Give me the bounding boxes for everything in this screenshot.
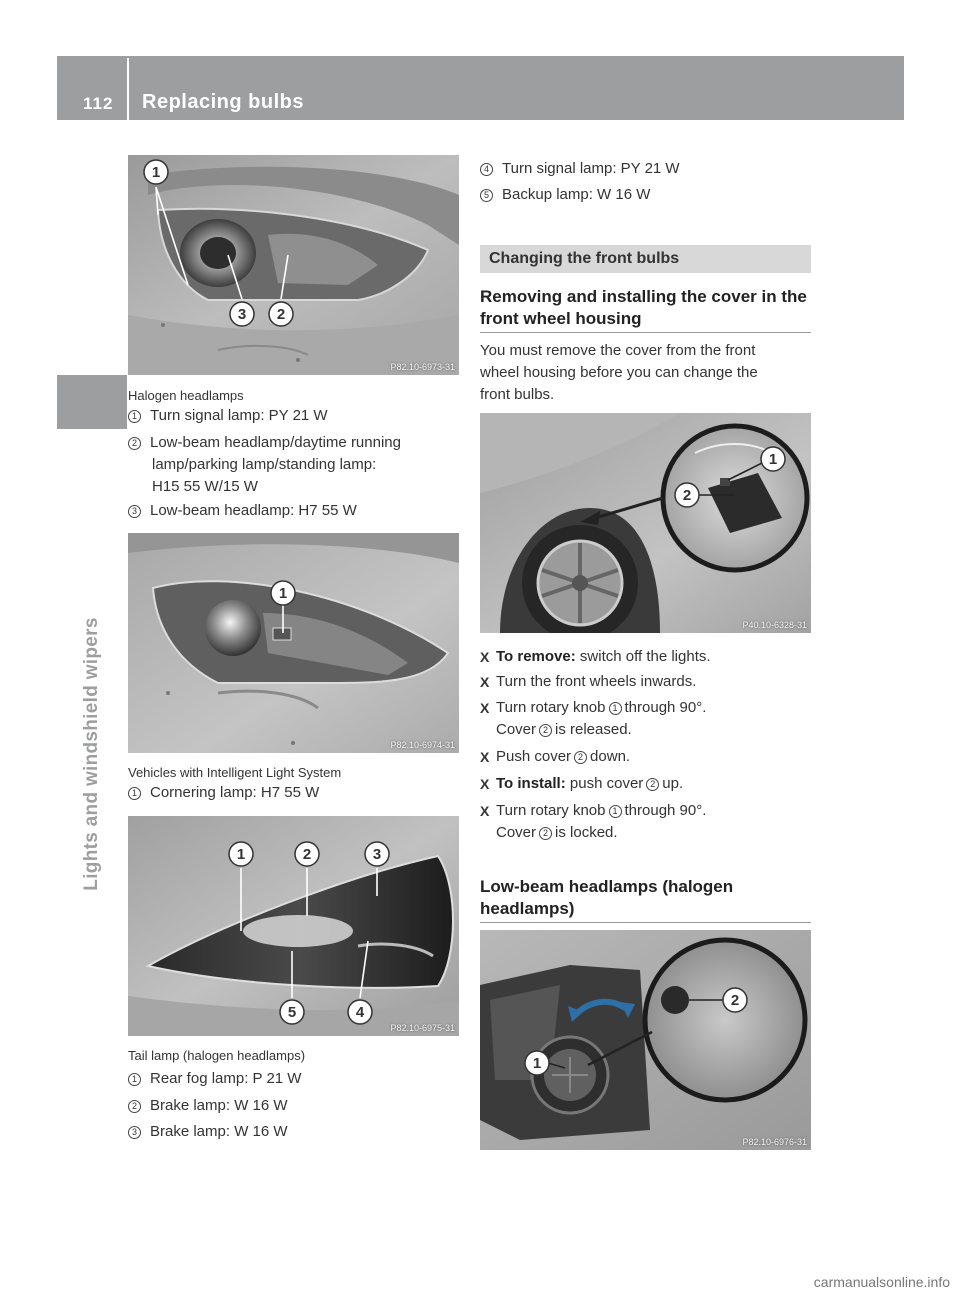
halogen-headlamp-photo <box>128 155 459 375</box>
figure-callout: 1 <box>236 846 246 863</box>
figure-callout: 1 <box>151 164 161 181</box>
callout-number: 2 <box>574 751 587 764</box>
legend-text: Low-beam headlamp: H7 55 W <box>150 502 357 519</box>
legend-item <box>128 432 401 498</box>
legend-text: Low-beam headlamp/daytime running <box>150 434 401 451</box>
callout-number: 3 <box>128 1126 141 1139</box>
callout-number: 2 <box>539 827 552 840</box>
step-text: push cover <box>565 775 644 792</box>
figure-code: P40.10-6328-31 <box>742 620 807 630</box>
legend-item <box>480 158 680 180</box>
tail-caption: Tail lamp (halogen headlamps) <box>128 1048 306 1063</box>
legend-text: Turn signal lamp: PY 21 W <box>150 407 328 424</box>
callout-number: 2 <box>128 1100 141 1113</box>
step-text: through 90°. <box>624 699 707 716</box>
step-text: through 90°. <box>624 802 707 819</box>
figure-callout: 4 <box>355 1004 365 1021</box>
figure-code: P82.10-6976-31 <box>742 1137 807 1147</box>
ils-caption: Vehicles with Intelligent Light System <box>128 765 342 780</box>
legend-item <box>128 500 357 522</box>
step-arrow-icon: X <box>480 749 490 765</box>
subsection-heading <box>480 286 811 333</box>
step-text: switch off the lights. <box>575 648 711 665</box>
step-text: Turn the front wheels inwards. <box>496 673 697 690</box>
step-item <box>480 773 811 795</box>
paragraph-line: front bulbs. <box>480 386 555 403</box>
figure-callout: 1 <box>278 585 288 602</box>
callout-number: 3 <box>128 505 141 518</box>
figure-callout: 3 <box>372 846 382 863</box>
legend-text: Backup lamp: W 16 W <box>502 186 651 203</box>
callout-number: 1 <box>609 805 622 818</box>
header-divider <box>127 58 129 120</box>
figure-callout: 2 <box>682 487 692 504</box>
step-text: Cover <box>496 721 537 738</box>
chapter-tab-label: Lights and windshield wipers <box>81 617 102 891</box>
legend-item <box>128 405 328 427</box>
section-title: Changing the front bulbs <box>480 245 811 273</box>
legend-text: Brake lamp: W 16 W <box>150 1123 288 1140</box>
step-item <box>480 697 811 741</box>
step-text: down. <box>590 748 631 765</box>
figure-callout: 1 <box>768 451 778 468</box>
legend-item <box>480 184 650 206</box>
callout-number: 2 <box>646 778 659 791</box>
chapter-tab-marker <box>57 375 127 429</box>
legend-text: Rear fog lamp: P 21 W <box>150 1070 302 1087</box>
step-text: Turn rotary knob <box>496 699 606 716</box>
callout-number: 1 <box>128 410 141 423</box>
ils-headlamp-photo <box>128 533 459 753</box>
callout-number: 2 <box>128 437 141 450</box>
legend-text: Cornering lamp: H7 55 W <box>150 784 320 801</box>
legend-item <box>128 782 319 804</box>
step-text: Cover <box>496 824 537 841</box>
legend-text: Turn signal lamp: PY 21 W <box>502 160 680 177</box>
figure-code: P82.10-6975-31 <box>390 1023 455 1033</box>
page-title: Replacing bulbs <box>142 91 304 113</box>
legend-text: Brake lamp: W 16 W <box>150 1097 288 1114</box>
heading-line: Removing and installing the cover in the <box>480 287 807 306</box>
figure-callout: 2 <box>730 992 740 1009</box>
step-text: up. <box>662 775 684 792</box>
callout-number: 2 <box>539 724 552 737</box>
step-label: To remove: <box>496 648 576 665</box>
step-item <box>480 646 811 668</box>
step-text: is locked. <box>555 824 618 841</box>
paragraph-line: You must remove the cover from the front <box>480 342 756 359</box>
tail-lamp-photo <box>128 816 459 1036</box>
step-text: Push cover <box>496 748 572 765</box>
callout-number: 1 <box>128 787 141 800</box>
intro-paragraph <box>480 340 811 406</box>
legend-item <box>128 1068 301 1090</box>
halogen-caption: Halogen headlamps <box>128 388 244 403</box>
heading-line: Low-beam headlamps (halogen <box>480 877 734 896</box>
figure-callout: 1 <box>532 1055 542 1072</box>
figure-callout: 5 <box>287 1004 297 1021</box>
step-arrow-icon: X <box>480 803 490 819</box>
figure-callout: 2 <box>276 306 286 323</box>
step-arrow-icon: X <box>480 674 490 690</box>
low-beam-photo <box>480 930 811 1150</box>
figure-callout: 3 <box>237 306 247 323</box>
step-item <box>480 671 811 693</box>
callout-number: 1 <box>128 1073 141 1086</box>
step-arrow-icon: X <box>480 700 490 716</box>
step-text: Turn rotary knob <box>496 802 606 819</box>
figure-code: P82.10-6974-31 <box>390 740 455 750</box>
step-item <box>480 746 811 768</box>
footer-watermark: carmanualsonline.info <box>813 1274 950 1290</box>
page-number: 112 <box>83 94 114 113</box>
legend-item <box>128 1095 288 1117</box>
callout-number: 1 <box>609 702 622 715</box>
legend-item <box>128 1121 288 1143</box>
step-label: To install: <box>496 775 566 792</box>
figure-code: P82.10-6973-31 <box>390 362 455 372</box>
step-arrow-icon: X <box>480 649 490 665</box>
callout-number: 5 <box>480 189 493 202</box>
wheel-housing-photo <box>480 413 811 633</box>
figure-callout: 2 <box>302 846 312 863</box>
page-header <box>57 56 904 120</box>
callout-number: 4 <box>480 163 493 176</box>
step-text: is released. <box>555 721 632 738</box>
heading-line: headlamps) <box>480 899 575 918</box>
legend-text: lamp/parking lamp/standing lamp: <box>152 456 377 473</box>
subsection-heading <box>480 876 811 923</box>
step-item <box>480 800 811 844</box>
paragraph-line: wheel housing before you can change the <box>480 364 758 381</box>
step-arrow-icon: X <box>480 776 490 792</box>
heading-line: front wheel housing <box>480 309 642 328</box>
legend-text: H15 55 W/15 W <box>152 478 258 495</box>
